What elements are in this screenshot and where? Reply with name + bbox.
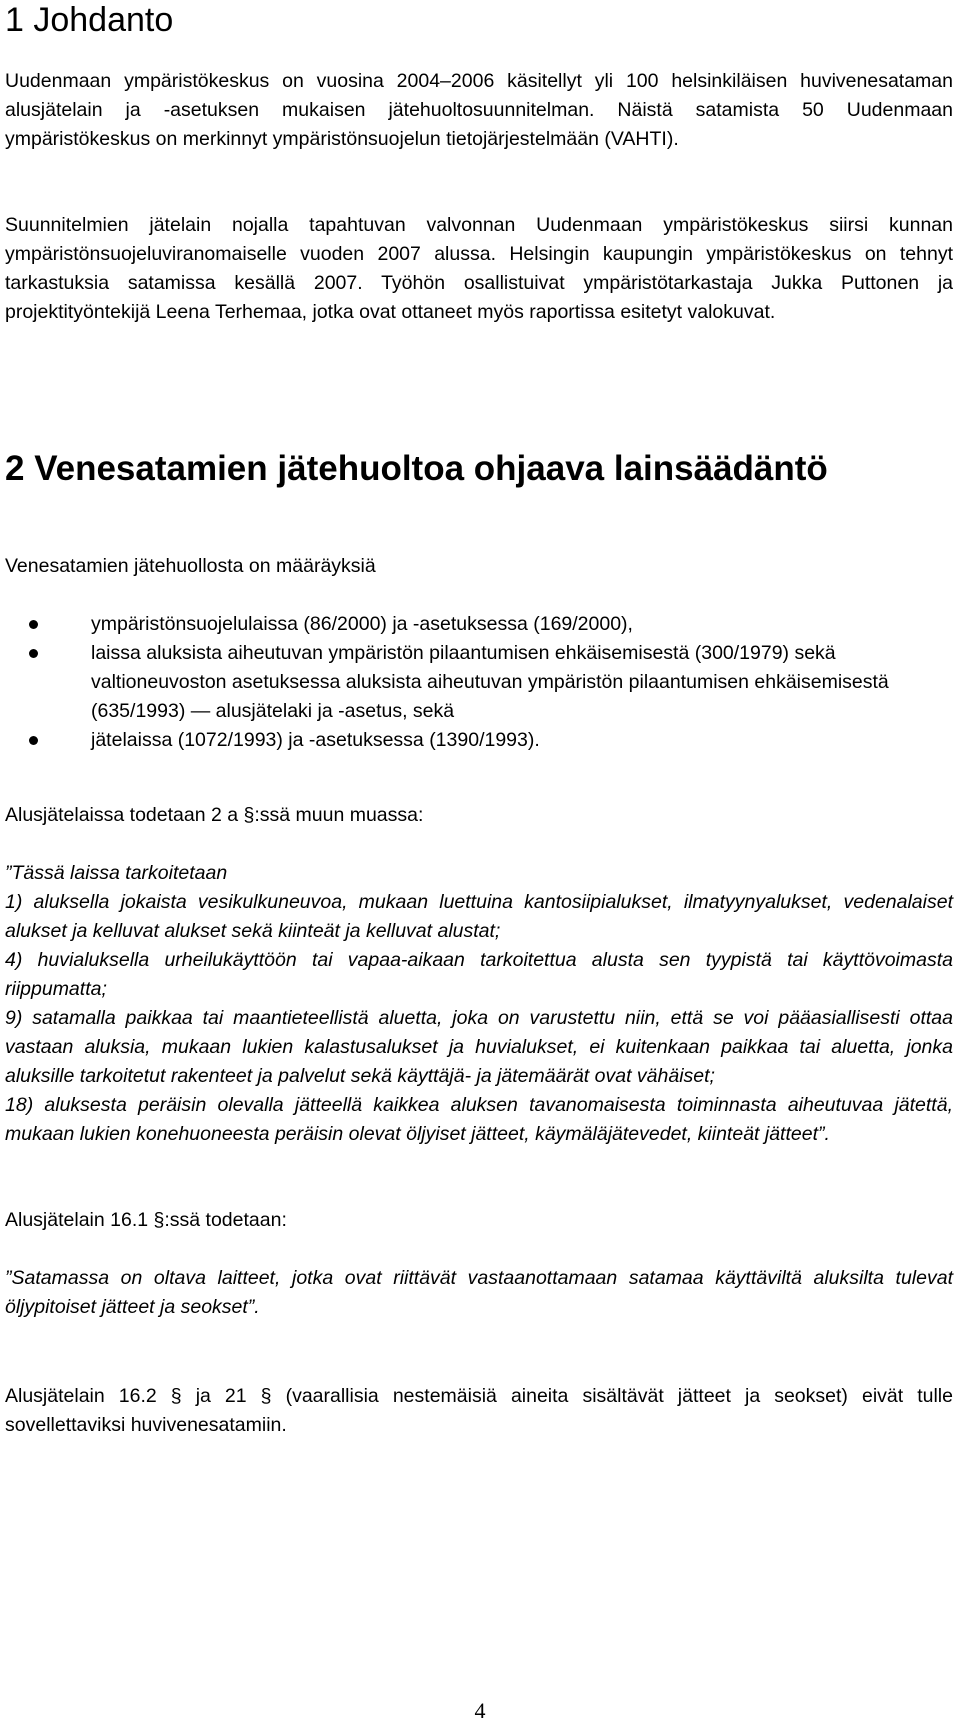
quote-line: 1) aluksella jokaista vesikulkuneuvoa, mukaan luettuina kantosiipialukset, ilmatyynyalukset, vedenalaiset alukset ja kelluvat alukset sekä kiinteät ja kelluvat alustat; — [5, 891, 953, 942]
law-quote-16-1: ”Satamassa on oltava laitteet, jotka ovat riittävät vastaanottamaan satamaa käyttäviltä aluksilta tulevat öljypitoiset jätteet ja seokset”. — [5, 1267, 953, 1318]
quote-line: ”Tässä laissa tarkoitetaan — [5, 862, 228, 884]
intro-paragraph-2: Suunnitelmien jätelain nojalla tapahtuvan valvonnan Uudenmaan ympäristökeskus siirsi kunnan ympäristönsuojeluviranomaiselle vuoden 2007 alussa. Helsingin kaupungin ympäristökeskus on tehnyt tarkastuksia satamissa kesällä 2007. Työhön osallistuivat ympäristötarkastaja Jukka Puttonen ja projektityöntekijä Leena Terhemaa, jotka ovat ottaneet myös raportissa esitetyt valokuvat. — [5, 214, 953, 323]
legislation-list — [5, 610, 953, 755]
section-2-heading: 2 Venesatamien jätehuoltoa ohjaava lainsäädäntö — [5, 449, 828, 488]
section-1-heading: 1 Johdanto — [5, 1, 174, 39]
paragraph-16-2: Alusjätelain 16.2 § ja 21 § (vaarallisia nestemäisiä aineita sisältävät jätteet ja seokset) eivät tulle sovellettaviksi huvivenesatamiin. — [5, 1385, 953, 1436]
quote-line: 4) huvialuksella urheilukäyttöön tai vapaa-aikaan tarkoitettua alusta sen tyypistä tai käyttövoimasta riippumatta; — [5, 949, 953, 1000]
quote-line: 9) satamalla paikkaa tai maantieteellistä aluetta, joka on varustettu niin, että se voi pääasiallisesti ottaa vastaan aluksia, mukaan lukien kalastusalukset ja huvialukset, ei kuitenkaan paikkaa tai aluetta, jonka aluksille tarkoitetut rakenteet ja palvelut sekä käyttäjä- ja jätemäärät ovat vähäiset; — [5, 1007, 953, 1087]
list-item-text: ympäristönsuojelulaissa (86/2000) ja -asetuksessa (169/2000), — [91, 613, 633, 635]
quote-line: 18) aluksesta peräisin olevalla jätteellä kaikkea aluksen tavanomaisesta toiminnasta aiheutuvaa jätettä, mukaan lukien konehuoneesta peräisin olevat öljyiset jätteet, käymäläjätevedet, kiinteät jätteet”. — [5, 1094, 953, 1145]
bullet-icon — [29, 736, 38, 745]
law-quote-2a — [5, 859, 953, 1149]
bullet-icon — [29, 620, 38, 629]
bullet-icon — [29, 649, 38, 658]
quote-intro: Alusjätelaissa todetaan 2 a §:ssä muun muassa: — [5, 804, 424, 826]
list-item — [5, 639, 953, 726]
list-item-text: laissa aluksista aiheutuvan ympäristön pilaantumisen ehkäisemisestä (300/1979) sekä valtioneuvoston asetuksessa aluksista aiheutuvan ympäristön pilaantumisen ehkäisemisestä (635/1993) — alusjätelaki ja -asetus, sekä — [91, 642, 889, 722]
list-item — [5, 726, 953, 755]
section-2-intro: Venesatamien jätehuollosta on määräyksiä — [5, 555, 376, 577]
intro-paragraph-1: Uudenmaan ympäristökeskus on vuosina 2004–2006 käsitellyt yli 100 helsinkiläisen huvivenesataman alusjätelain ja -asetuksen mukaisen jätehuoltosuunnitelman. Näistä satamista 50 Uudenmaan ympäristökeskus on merkinnyt ympäristönsuojelun tietojärjestelmään (VAHTI). — [5, 70, 953, 150]
paragraph-16-1: Alusjätelain 16.1 §:ssä todetaan: — [5, 1209, 287, 1231]
list-item — [5, 610, 953, 639]
page-number: 4 — [474, 1698, 486, 1723]
list-item-text: jätelaissa (1072/1993) ja -asetuksessa (1390/1993). — [91, 729, 540, 751]
